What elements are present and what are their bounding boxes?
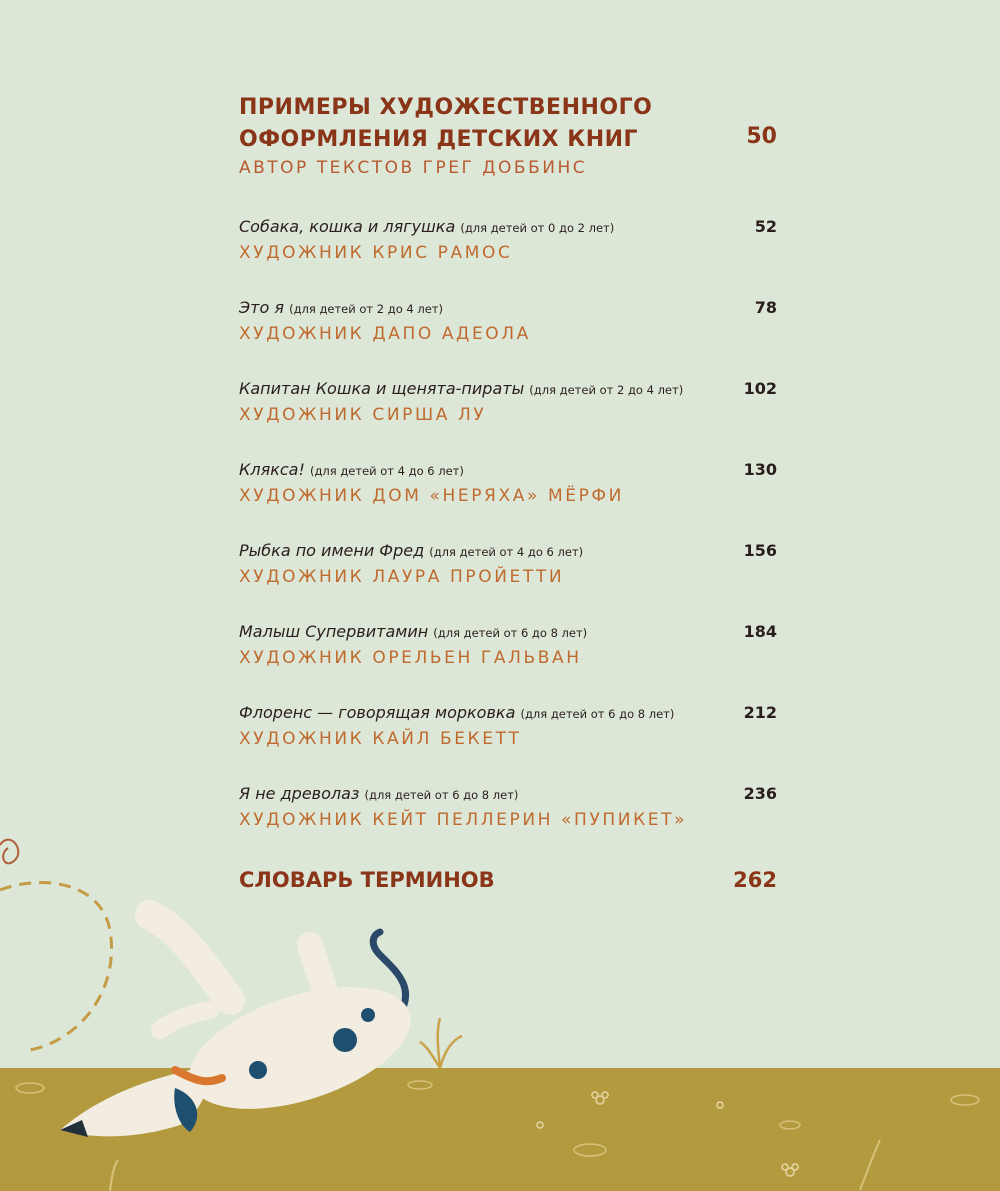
entry-page-number: 102 [743,379,777,398]
entry-title-text: Флоренс — говорящая морковка [239,703,516,722]
entry-age: (для детей от 2 до 4 лет) [529,383,684,397]
entry-title-text: Собака, кошка и лягушка [239,217,456,236]
entry-page-number: 212 [743,703,777,722]
entry-title-text: Это я [239,298,284,317]
entry-artist: ХУДОЖНИК ДАПО АДЕОЛА [239,324,531,344]
section-title-line1: ПРИМЕРЫ ХУДОЖЕСТВЕННОГО [239,95,653,120]
entry-artist: ХУДОЖНИК ОРЕЛЬЕН ГАЛЬВАН [239,648,582,668]
entry-page-number: 52 [754,217,777,236]
section-page-number: 50 [746,124,777,149]
entry-page-number: 130 [743,460,777,479]
entry-page-number: 236 [743,784,777,803]
flower-icon [537,1092,798,1176]
entry-artist: ХУДОЖНИК КРИС РАМОС [239,243,513,263]
entry-page-number: 78 [754,298,777,317]
glossary-page-number: 262 [733,868,777,892]
entry-artist: ХУДОЖНИК ДОМ «НЕРЯХА» МЁРФИ [239,486,624,506]
grass-icon [420,1018,462,1068]
entry-age: (для детей от 6 до 8 лет) [364,788,519,802]
entry-title-text: Клякса! [239,460,305,479]
motion-trail-icon [0,883,112,1050]
entry-artist: ХУДОЖНИК КЕЙТ ПЕЛЛЕРИН «ПУПИКЕТ» [239,810,688,830]
entry-age: (для детей от 0 до 2 лет) [460,221,615,235]
glossary-label: СЛОВАРЬ ТЕРМИНОВ [239,868,495,892]
entry-title-text: Малыш Супервитамин [239,622,429,641]
section-author: АВТОР ТЕКСТОВ ГРЕГ ДОББИНС [239,158,588,178]
entry-age: (для детей от 4 до 6 лет) [429,545,584,559]
entry-title-text: Рыбка по имени Фред [239,541,425,560]
entry-page-number: 184 [743,622,777,641]
entry-age: (для детей от 2 до 4 лет) [289,302,443,316]
entry-artist: ХУДОЖНИК СИРША ЛУ [239,405,487,425]
entry-artist: ХУДОЖНИК КАЙЛ БЕКЕТТ [239,729,522,749]
entry-age: (для детей от 4 до 6 лет) [309,464,464,478]
entry-title-text: Капитан Кошка и щенята-пираты [239,379,525,398]
section-title-line2: ОФОРМЛЕНИЯ ДЕТСКИХ КНИГ [239,127,639,152]
entry-age: (для детей от 6 до 8 лет) [433,626,588,640]
entry-artist: ХУДОЖНИК ЛАУРА ПРОЙЕТТИ [239,567,565,587]
swirl-doodle-icon [0,840,18,864]
entry-page-number: 156 [743,541,777,560]
entry-title-text: Я не древолаз [239,784,360,803]
entry-age: (для детей от 6 до 8 лет) [520,707,675,721]
